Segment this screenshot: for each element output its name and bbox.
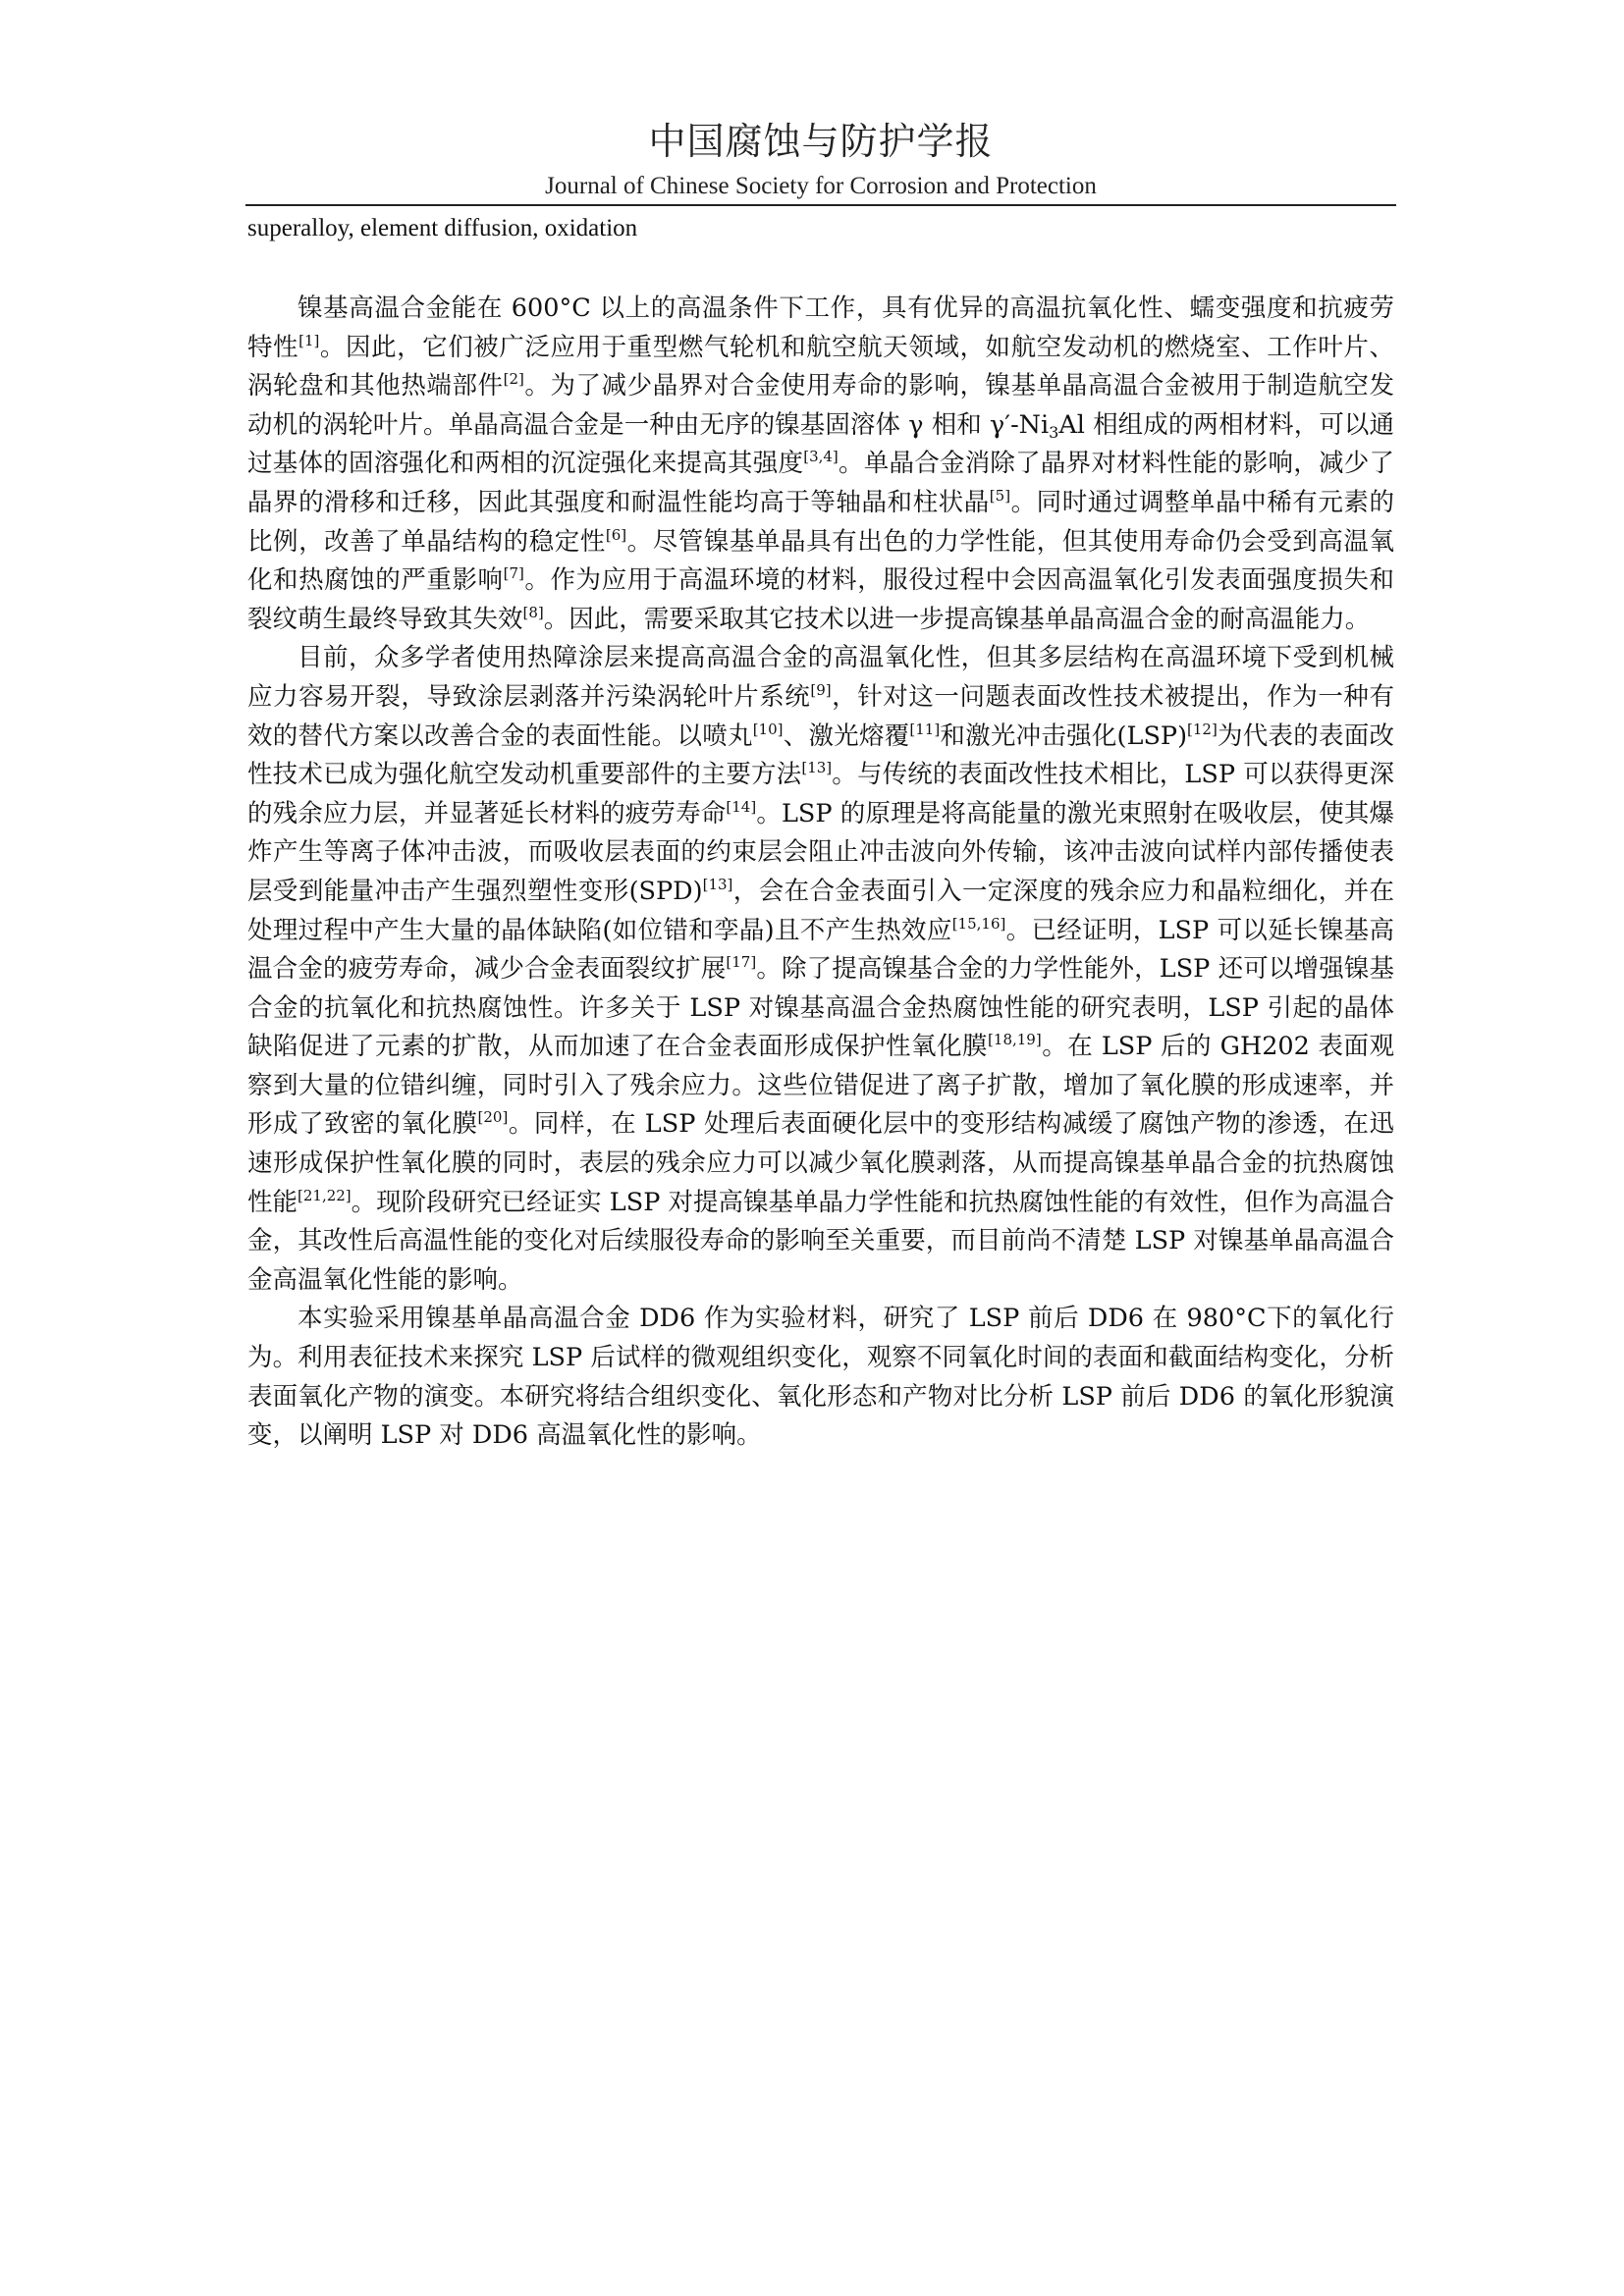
journal-title-chinese: 中国腐蚀与防护学报 bbox=[648, 120, 994, 163]
text-run: 。已经证明，LSP 可以延长镍基高温合金的疲劳寿命，减少合金表面裂纹扩展 bbox=[247, 915, 1394, 985]
text-run: 。因此，需要采取其它技术以进一步提高镍基单晶高温合金的耐高温能力。 bbox=[543, 604, 1371, 634]
citation-ref: [20] bbox=[477, 1108, 509, 1127]
citation-ref: [21,22] bbox=[298, 1186, 352, 1204]
citation-ref: [13] bbox=[702, 875, 733, 893]
body-text bbox=[247, 290, 1394, 1456]
text-run: 目前，众多学者使用热障涂层来提高高温合金的高温氧化性，但其多层结构在高温环境下受到机械应力容易开裂，导致涂层剥落并污染涡轮叶片系统 bbox=[247, 643, 1394, 712]
text-run: 。尽管镍基单晶具有出色的力学性能，但其使用寿命仍会受到高温氧化和热腐蚀的严重影响 bbox=[247, 526, 1394, 596]
text-run: 。LSP 的原理是将高能量的激光束照射在吸收层，使其爆炸产生等离子体冲击波，而吸收层表面的约束层会阻止冲击波向外传输，该冲击波向试样内部传播使表层受到能量冲击产生强烈塑性变形(SPD) bbox=[247, 798, 1394, 906]
text-run: 。因此，它们被广泛应用于重型燃气轮机和航空航天领域，如航空发动机的燃烧室、工作叶片、涡轮盘和其他热端部件 bbox=[247, 332, 1394, 401]
citation-ref: [3,4] bbox=[803, 448, 839, 466]
text-run: 。作为应用于高温环境的材料，服役过程中会因高温氧化引发表面强度损失和裂纹萌生最终导致其失效 bbox=[247, 565, 1394, 634]
text-run: 。与传统的表面改性技术相比，LSP 可以获得更深的残余应力层，并显著延长材料的疲劳寿命 bbox=[247, 760, 1394, 828]
citation-ref: [6] bbox=[605, 525, 627, 544]
text-run: Al 相组成的两相材料，可以通过基体的固溶强化和两相的沉淀强化来提高其强度 bbox=[247, 409, 1394, 479]
text-run: 为代表的表面改性技术已成为强化航空发动机重要部件的主要方法 bbox=[247, 721, 1394, 790]
text-run: 、激光熔覆 bbox=[783, 721, 910, 751]
paragraph-intro-3 bbox=[247, 1300, 1394, 1455]
citation-ref: [10] bbox=[752, 720, 784, 738]
text-run: 镍基高温合金能在 600°C 以上的高温条件下工作，具有优异的高温抗氧化性、蠕变强度和抗疲劳特性 bbox=[247, 294, 1394, 362]
text-run: 。在 LSP 后的 GH202 表面观察到大量的位错纠缠，同时引入了残余应力。这些位错促进了离子扩散，增加了氧化膜的形成速率，并形成了致密的氧化膜 bbox=[247, 1032, 1394, 1140]
citation-ref: [17] bbox=[726, 953, 757, 972]
text-run: ，针对这一问题表面改性技术被提出，作为一种有效的替代方案以改善合金的表面性能。以喷丸 bbox=[247, 681, 1394, 751]
text-run: 。单晶合金消除了晶界对材料性能的影响，减少了晶界的滑移和迁移，因此其强度和耐温性能均高于等轴晶和柱状晶 bbox=[247, 449, 1394, 517]
citation-ref: [5] bbox=[989, 486, 1011, 505]
text-run: 。同时通过调整单晶中稀有元素的比例，改善了单晶结构的稳定性 bbox=[247, 487, 1394, 557]
paragraph-intro-2 bbox=[247, 639, 1394, 1300]
text-run: 。为了减少晶界对合金使用寿命的影响，镍基单晶高温合金被用于制造航空发动机的涡轮叶片。单晶高温合金是一种由无序的镍基固溶体 γ 相和 γ′-Ni bbox=[247, 371, 1394, 440]
paragraph-intro-1 bbox=[247, 290, 1394, 639]
citation-ref: [15,16] bbox=[951, 914, 1006, 933]
keywords-line: superalloy, element diffusion, oxidation bbox=[247, 215, 638, 241]
citation-ref: [14] bbox=[726, 797, 757, 816]
citation-ref: [1] bbox=[298, 331, 320, 349]
citation-ref: [18,19] bbox=[988, 1031, 1042, 1049]
journal-header bbox=[245, 116, 1396, 204]
citation-ref: [7] bbox=[503, 564, 524, 583]
text-run: 。除了提高镍基合金的力学性能外，LSP 还可以增强镍基合金的抗氧化和抗热腐蚀性。许多关于 LSP 对镍基高温合金热腐蚀性能的研究表明，LSP 引起的晶体缺陷促进了元素的扩散，从而加速了在合金表面形成保护性氧化膜 bbox=[247, 954, 1394, 1062]
citation-ref: [12] bbox=[1187, 720, 1218, 738]
text-run: 和激光冲击强化(LSP) bbox=[940, 721, 1188, 751]
text-run: 。同样，在 LSP 处理后表面硬化层中的变形结构减缓了腐蚀产物的渗透，在迅速形成保护性氧化膜的同时，表层的残余应力可以减少氧化膜剥落，从而提高镍基单晶合金的抗热腐蚀性能 bbox=[247, 1109, 1394, 1217]
text-run: ，会在合金表面引入一定深度的残余应力和晶粒细化，并在处理过程中产生大量的晶体缺陷(如位错和孪晶)且不产生热效应 bbox=[247, 876, 1394, 945]
journal-title-english: Journal of Chinese Society for Corrosion and Protection bbox=[545, 173, 1097, 199]
text-run: 。现阶段研究已经证实 LSP 对提高镍基单晶力学性能和抗热腐蚀性能的有效性，但作为高温合金，其改性后高温性能的变化对后续服役寿命的影响至关重要，而目前尚不清楚 LSP 对镍基单晶高温合金高温氧化性能的影响。 bbox=[247, 1187, 1394, 1295]
citation-ref: [11] bbox=[909, 720, 941, 738]
citation-ref: [13] bbox=[801, 759, 833, 777]
subscript: 3 bbox=[1049, 422, 1059, 442]
text-run: 本实验采用镍基单晶高温合金 DD6 作为实验材料，研究了 LSP 前后 DD6 在 980°C下的氧化行为。利用表征技术来探究 LSP 后试样的微观组织变化，观察不同氧化时间的表面和截面结构变化，分析表面氧化产物的演变。本研究将结合组织变化、氧化形态和产物对比分析 LSP 前后 DD6 的氧化形貌演变，以阐明 LSP 对 DD6 高温氧化性的影响。 bbox=[247, 1304, 1394, 1451]
citation-ref: [2] bbox=[503, 370, 524, 389]
citation-ref: [8] bbox=[522, 603, 544, 621]
citation-ref: [9] bbox=[810, 680, 832, 699]
header-divider bbox=[245, 204, 1396, 206]
